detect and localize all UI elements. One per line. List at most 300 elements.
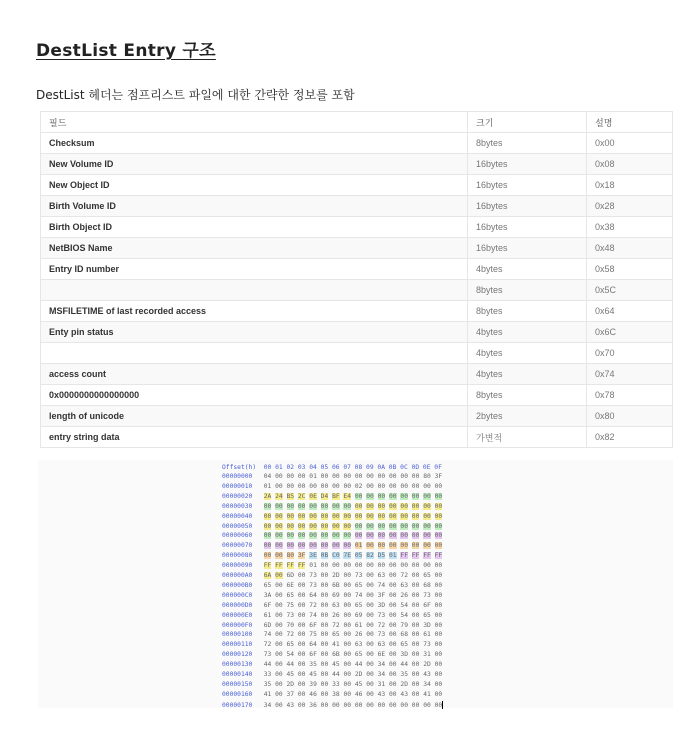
hex-byte: 00 (275, 651, 283, 659)
hex-byte: 00 (434, 532, 443, 540)
table-row (41, 343, 673, 364)
destlist-entry-table (40, 111, 673, 448)
hex-byte: 00 (297, 482, 306, 490)
hex-byte: 72 (309, 601, 317, 609)
hex-byte: 00 (400, 502, 408, 510)
offset-cell: 0x82 (587, 427, 673, 448)
hex-byte: 00 (320, 512, 329, 520)
hex-byte: 00 (366, 601, 374, 609)
hex-byte: 00 (309, 542, 317, 550)
hex-byte: 00 (275, 473, 283, 480)
hex-byte: 00 (366, 532, 374, 540)
hex-byte: 00 (332, 701, 340, 709)
hex-byte: 00 (354, 532, 363, 540)
hex-byte: 00 (320, 581, 329, 589)
hex-byte: 00 (354, 473, 363, 480)
hex-byte: FF (263, 562, 272, 570)
offset-cell: 0x5C (587, 280, 673, 301)
hex-byte: 63 (377, 641, 386, 649)
hex-byte: 00 (411, 661, 420, 669)
offset-cell: 0x78 (587, 385, 673, 406)
hex-byte: 00 (389, 572, 397, 579)
hex-offset: 00000170 (222, 701, 253, 709)
hex-byte: 00 (389, 661, 397, 669)
hex-byte: 00 (434, 482, 443, 490)
table-row (41, 259, 673, 280)
hex-byte: 00 (309, 532, 317, 540)
hex-byte: FF (423, 552, 431, 560)
hex-byte: 00 (297, 572, 306, 579)
hex-offset: 00000140 (222, 671, 253, 678)
hex-byte: 00 (343, 591, 352, 599)
hex-byte: 00 (377, 522, 386, 530)
hex-byte: 00 (297, 690, 306, 698)
size-cell: 8bytes (468, 280, 587, 301)
hex-byte: 00 (275, 661, 283, 669)
hex-byte: BF (332, 492, 340, 500)
hex-byte: 00 (434, 572, 443, 579)
hex-byte: 04 (263, 473, 272, 480)
hex-byte: 00 (434, 661, 443, 669)
hex-byte: 61 (354, 621, 363, 629)
hex-byte: 00 (400, 482, 408, 490)
hex-byte: 41 (423, 690, 431, 698)
hex-byte: 2D (286, 680, 295, 688)
hex-byte: 00 (366, 591, 374, 599)
hex-byte: 00 (320, 532, 329, 540)
field-cell: Checksum (41, 133, 468, 154)
size-cell: 8bytes (468, 301, 587, 322)
hex-byte: 00 (275, 532, 283, 540)
hex-byte: 00 (343, 651, 352, 659)
hex-byte: 00 (320, 572, 329, 579)
hex-row (222, 631, 442, 639)
hex-byte: 00 (263, 502, 272, 510)
hex-byte: 6D (286, 572, 295, 579)
offset-cell: 0x80 (587, 406, 673, 427)
hex-offset: 000000C0 (222, 591, 253, 599)
hex-byte: 24 (275, 492, 283, 500)
table-row (41, 133, 673, 154)
hex-byte: 00 (411, 532, 420, 540)
hex-byte: 00 (263, 542, 272, 550)
table-row (41, 427, 673, 448)
hex-byte: 00 (343, 701, 352, 709)
hex-byte: 00 (434, 611, 443, 619)
hex-byte: 00 (400, 512, 408, 520)
hex-byte: 79 (400, 621, 408, 629)
field-cell: NetBIOS Name (41, 238, 468, 259)
hex-byte: 00 (354, 492, 363, 500)
hex-byte: 43 (423, 671, 431, 678)
size-cell: 8bytes (468, 133, 587, 154)
hex-byte: 00 (286, 522, 295, 530)
hex-byte: 01 (263, 482, 272, 490)
hex-row (222, 681, 442, 689)
hex-offset: 000000A0 (222, 572, 253, 579)
hex-byte: 00 (411, 572, 420, 579)
size-cell: 16bytes (468, 217, 587, 238)
hex-byte: 00 (400, 562, 408, 570)
hex-byte: 00 (343, 532, 352, 540)
hex-byte: 3D (400, 651, 408, 659)
hex-byte: 00 (297, 591, 306, 599)
hex-byte: 00 (389, 482, 397, 490)
hex-byte: 00 (275, 631, 283, 639)
hex-byte: 3F (434, 473, 443, 480)
hex-byte: 00 (275, 522, 283, 530)
hex-row (222, 592, 442, 600)
hex-byte: 00 (389, 680, 397, 688)
hex-byte: 73 (263, 651, 272, 659)
hex-byte: 63 (332, 601, 340, 609)
size-cell: 가변적 (468, 427, 587, 448)
hex-byte: 63 (377, 572, 386, 579)
hex-byte: 41 (332, 641, 340, 649)
hex-byte: 46 (354, 690, 363, 698)
hex-byte: 26 (354, 631, 363, 639)
field-cell: Enty pin status (41, 322, 468, 343)
hex-byte: 00 (366, 641, 374, 649)
hex-byte: 65 (423, 572, 431, 579)
hex-byte: 6F (423, 601, 431, 609)
hex-byte: 00 (389, 581, 397, 589)
hex-byte: 00 (366, 482, 374, 490)
table-row (41, 406, 673, 427)
hex-byte: 00 (275, 552, 283, 560)
hex-byte: 2C (297, 492, 306, 500)
hex-byte: 65 (354, 601, 363, 609)
hex-byte: 00 (343, 690, 352, 698)
hex-header: Offset(h) 00 01 02 03 04 05 06 07 08 09 0A 0B 0C 0D 0E 0F (222, 464, 442, 471)
hex-byte: 74 (263, 631, 272, 639)
hex-byte: 00 (343, 482, 352, 490)
hex-byte: 00 (275, 591, 283, 599)
field-cell (41, 343, 468, 364)
hex-byte: 00 (297, 473, 306, 480)
hex-byte: 00 (366, 651, 374, 659)
hex-byte: 00 (275, 601, 283, 609)
hex-byte: 00 (297, 641, 306, 649)
hex-byte: 00 (320, 502, 329, 510)
hex-byte: 00 (297, 631, 306, 639)
hex-byte: 00 (286, 482, 295, 490)
hex-row (222, 513, 442, 521)
hex-byte: E4 (343, 492, 352, 500)
hex-byte: 00 (320, 631, 329, 639)
hex-byte: 00 (366, 542, 374, 550)
hex-byte: 6B (332, 581, 340, 589)
size-cell: 4bytes (468, 322, 587, 343)
hex-row (222, 671, 442, 679)
hex-row (222, 483, 442, 491)
hex-byte: 00 (275, 690, 283, 698)
hex-byte: 00 (332, 542, 340, 550)
hex-byte: 00 (423, 492, 431, 500)
hex-byte: 00 (411, 611, 420, 619)
hex-byte: 00 (366, 701, 374, 709)
hex-byte: 00 (389, 591, 397, 599)
hex-byte: 2D (354, 671, 363, 678)
hex-byte: 54 (286, 651, 295, 659)
hex-byte: 64 (309, 591, 317, 599)
hex-byte: 00 (411, 631, 420, 639)
offset-cell: 0x48 (587, 238, 673, 259)
hex-byte: 00 (434, 591, 443, 599)
offset-cell: 0x6C (587, 322, 673, 343)
hex-byte: 00 (411, 522, 420, 530)
hex-byte: 2D (400, 680, 408, 688)
hex-byte: 00 (434, 651, 443, 659)
hex-byte: 00 (389, 601, 397, 609)
hex-row (222, 661, 442, 669)
field-cell: Birth Volume ID (41, 196, 468, 217)
hex-row (222, 552, 442, 560)
hex-byte: 3E (309, 552, 317, 560)
hex-byte: 45 (286, 671, 295, 678)
hex-byte: 00 (309, 522, 317, 530)
hex-byte: 3D (377, 601, 386, 609)
hex-byte: 00 (320, 522, 329, 530)
offset-cell: 0x64 (587, 301, 673, 322)
hex-byte: 00 (343, 581, 352, 589)
hex-byte: 73 (423, 641, 431, 649)
hex-byte: 00 (423, 522, 431, 530)
hex-byte: 74 (309, 611, 317, 619)
hex-byte: 00 (275, 482, 283, 490)
hex-byte: 00 (434, 641, 443, 649)
hex-byte: 00 (297, 512, 306, 520)
hex-byte: 31 (423, 651, 431, 659)
hex-byte: 46 (309, 690, 317, 698)
hex-byte: 00 (434, 522, 443, 530)
hex-byte: 73 (354, 572, 363, 579)
hex-byte: 45 (332, 661, 340, 669)
hex-byte: 44 (354, 661, 363, 669)
hex-offset: 00000160 (222, 690, 253, 698)
table-row (41, 364, 673, 385)
field-cell: 0x0000000000000000 (41, 385, 468, 406)
hex-row (222, 622, 442, 630)
hex-offset: 00000090 (222, 562, 253, 570)
hex-byte: 65 (263, 581, 272, 589)
hex-byte: 44 (263, 661, 272, 669)
hex-byte: 00 (343, 680, 352, 688)
hex-byte: 44 (332, 671, 340, 678)
hex-byte: 00 (343, 473, 352, 480)
header-size: 크기 (468, 112, 587, 133)
hex-byte: FF (411, 552, 420, 560)
hex-byte: 00 (297, 611, 306, 619)
hex-byte: 72 (332, 621, 340, 629)
hex-byte: 01 (309, 562, 317, 570)
hex-byte: 00 (389, 473, 397, 480)
hex-byte: 00 (389, 690, 397, 698)
hex-byte: 00 (354, 522, 363, 530)
hex-byte: 00 (366, 631, 374, 639)
hex-byte: 39 (309, 680, 317, 688)
hex-byte: 00 (411, 680, 420, 688)
hex-byte: 6E (377, 651, 386, 659)
hex-byte: 41 (263, 690, 272, 698)
hex-byte: 33 (263, 671, 272, 678)
hex-offset: 00000070 (222, 542, 253, 550)
hex-byte: 02 (354, 482, 363, 490)
hex-byte: 00 (343, 621, 352, 629)
hex-byte: 00 (320, 591, 329, 599)
hex-byte: 00 (286, 542, 295, 550)
hex-byte: 00 (332, 522, 340, 530)
hex-byte: 00 (434, 512, 443, 520)
hex-byte: 00 (320, 671, 329, 678)
hex-byte: 65 (286, 591, 295, 599)
hex-byte: 00 (343, 641, 352, 649)
hex-byte: FF (434, 552, 443, 560)
hex-byte: 35 (400, 671, 408, 678)
hex-byte: 00 (263, 512, 272, 520)
hex-offset: 00000060 (222, 532, 253, 540)
hex-byte: 34 (377, 671, 386, 678)
hex-row (222, 612, 442, 620)
hex-byte: 3D (423, 621, 431, 629)
hex-byte: 00 (389, 671, 397, 678)
field-cell: New Volume ID (41, 154, 468, 175)
hex-byte: 00 (434, 542, 443, 550)
hex-byte: 00 (275, 641, 283, 649)
hex-row (222, 473, 442, 481)
hex-byte: 00 (320, 661, 329, 669)
hex-byte: 01 (354, 542, 363, 550)
hex-byte: 00 (332, 532, 340, 540)
hex-dump-viewer[interactable] (38, 460, 673, 708)
hex-byte: 73 (377, 631, 386, 639)
hex-byte: 00 (297, 522, 306, 530)
hex-byte: 75 (286, 601, 295, 609)
hex-byte: 35 (309, 661, 317, 669)
hex-byte: 00 (366, 473, 374, 480)
hex-byte: 33 (332, 680, 340, 688)
hex-byte: 38 (332, 690, 340, 698)
hex-byte: 00 (309, 482, 317, 490)
hex-byte: 00 (297, 680, 306, 688)
hex-byte: 00 (320, 601, 329, 609)
hex-byte: 00 (434, 492, 443, 500)
hex-byte: 26 (332, 611, 340, 619)
hex-byte: 65 (354, 651, 363, 659)
hex-byte: 00 (377, 542, 386, 550)
hex-byte: 00 (275, 680, 283, 688)
hex-byte: 00 (297, 502, 306, 510)
hex-byte: 3F (297, 552, 306, 560)
hex-byte: 00 (297, 601, 306, 609)
hex-byte: 36 (309, 701, 317, 709)
hex-byte: 00 (389, 701, 397, 709)
hex-byte: 00 (366, 690, 374, 698)
hex-byte: 00 (434, 601, 443, 609)
hex-byte: 00 (275, 581, 283, 589)
hex-row (222, 641, 442, 649)
hex-byte: 00 (377, 562, 386, 570)
hex-byte: 00 (411, 621, 420, 629)
hex-byte: 00 (366, 671, 374, 678)
table-row (41, 196, 673, 217)
hex-byte: 00 (411, 482, 420, 490)
hex-byte: D5 (377, 552, 386, 560)
hex-byte: 00 (263, 522, 272, 530)
hex-byte: 00 (411, 591, 420, 599)
hex-byte: 00 (400, 532, 408, 540)
hex-row (222, 542, 442, 550)
hex-byte: 00 (434, 581, 443, 589)
hex-byte: 69 (354, 611, 363, 619)
hex-byte: 43 (286, 701, 295, 709)
hex-byte: 00 (320, 542, 329, 550)
hex-byte: 26 (400, 591, 408, 599)
hex-byte: 00 (434, 690, 443, 698)
hex-byte: 00 (343, 542, 352, 550)
hex-byte: 00 (411, 651, 420, 659)
hex-byte: 65 (332, 631, 340, 639)
hex-byte: 6A (263, 572, 272, 579)
hex-byte: 00 (411, 562, 420, 570)
hex-byte: 00 (366, 680, 374, 688)
hex-byte: 00 (389, 492, 397, 500)
hex-byte: 00 (275, 671, 283, 678)
hex-byte: 00 (332, 473, 340, 480)
hex-byte: 00 (297, 651, 306, 659)
hex-byte: 00 (411, 473, 420, 480)
hex-byte: 00 (286, 512, 295, 520)
hex-offset: 00000100 (222, 631, 253, 639)
hex-byte: 00 (423, 502, 431, 510)
hex-byte: 00 (411, 581, 420, 589)
hex-byte: 00 (389, 512, 397, 520)
hex-byte: 75 (309, 631, 317, 639)
hex-byte: 54 (400, 611, 408, 619)
hex-byte: 00 (354, 512, 363, 520)
offset-cell: 0x28 (587, 196, 673, 217)
hex-byte: 00 (275, 572, 283, 579)
hex-offset: 000000E0 (222, 611, 253, 619)
hex-byte: 00 (377, 512, 386, 520)
hex-byte: 00 (286, 502, 295, 510)
offset-cell: 0x38 (587, 217, 673, 238)
hex-byte: 73 (423, 591, 431, 599)
hex-byte: 34 (377, 661, 386, 669)
field-cell: entry string data (41, 427, 468, 448)
hex-byte: 00 (411, 671, 420, 678)
hex-byte: 6F (309, 621, 317, 629)
hex-row (222, 651, 442, 659)
hex-byte: 00 (389, 611, 397, 619)
hex-byte: 00 (434, 621, 443, 629)
hex-byte: 00 (434, 502, 443, 510)
field-cell: Entry ID number (41, 259, 468, 280)
hex-byte: 00 (389, 641, 397, 649)
hex-byte: 00 (377, 492, 386, 500)
hex-row (222, 503, 442, 511)
hex-byte: 44 (400, 661, 408, 669)
hex-byte: 00 (389, 651, 397, 659)
hex-byte: 00 (309, 502, 317, 510)
hex-byte: 00 (320, 641, 329, 649)
hex-byte: 00 (320, 482, 329, 490)
hex-byte: 69 (332, 591, 340, 599)
hex-byte: 00 (297, 661, 306, 669)
hex-byte: 00 (411, 690, 420, 698)
hex-byte: 00 (297, 671, 306, 678)
hex-byte: 65 (423, 611, 431, 619)
